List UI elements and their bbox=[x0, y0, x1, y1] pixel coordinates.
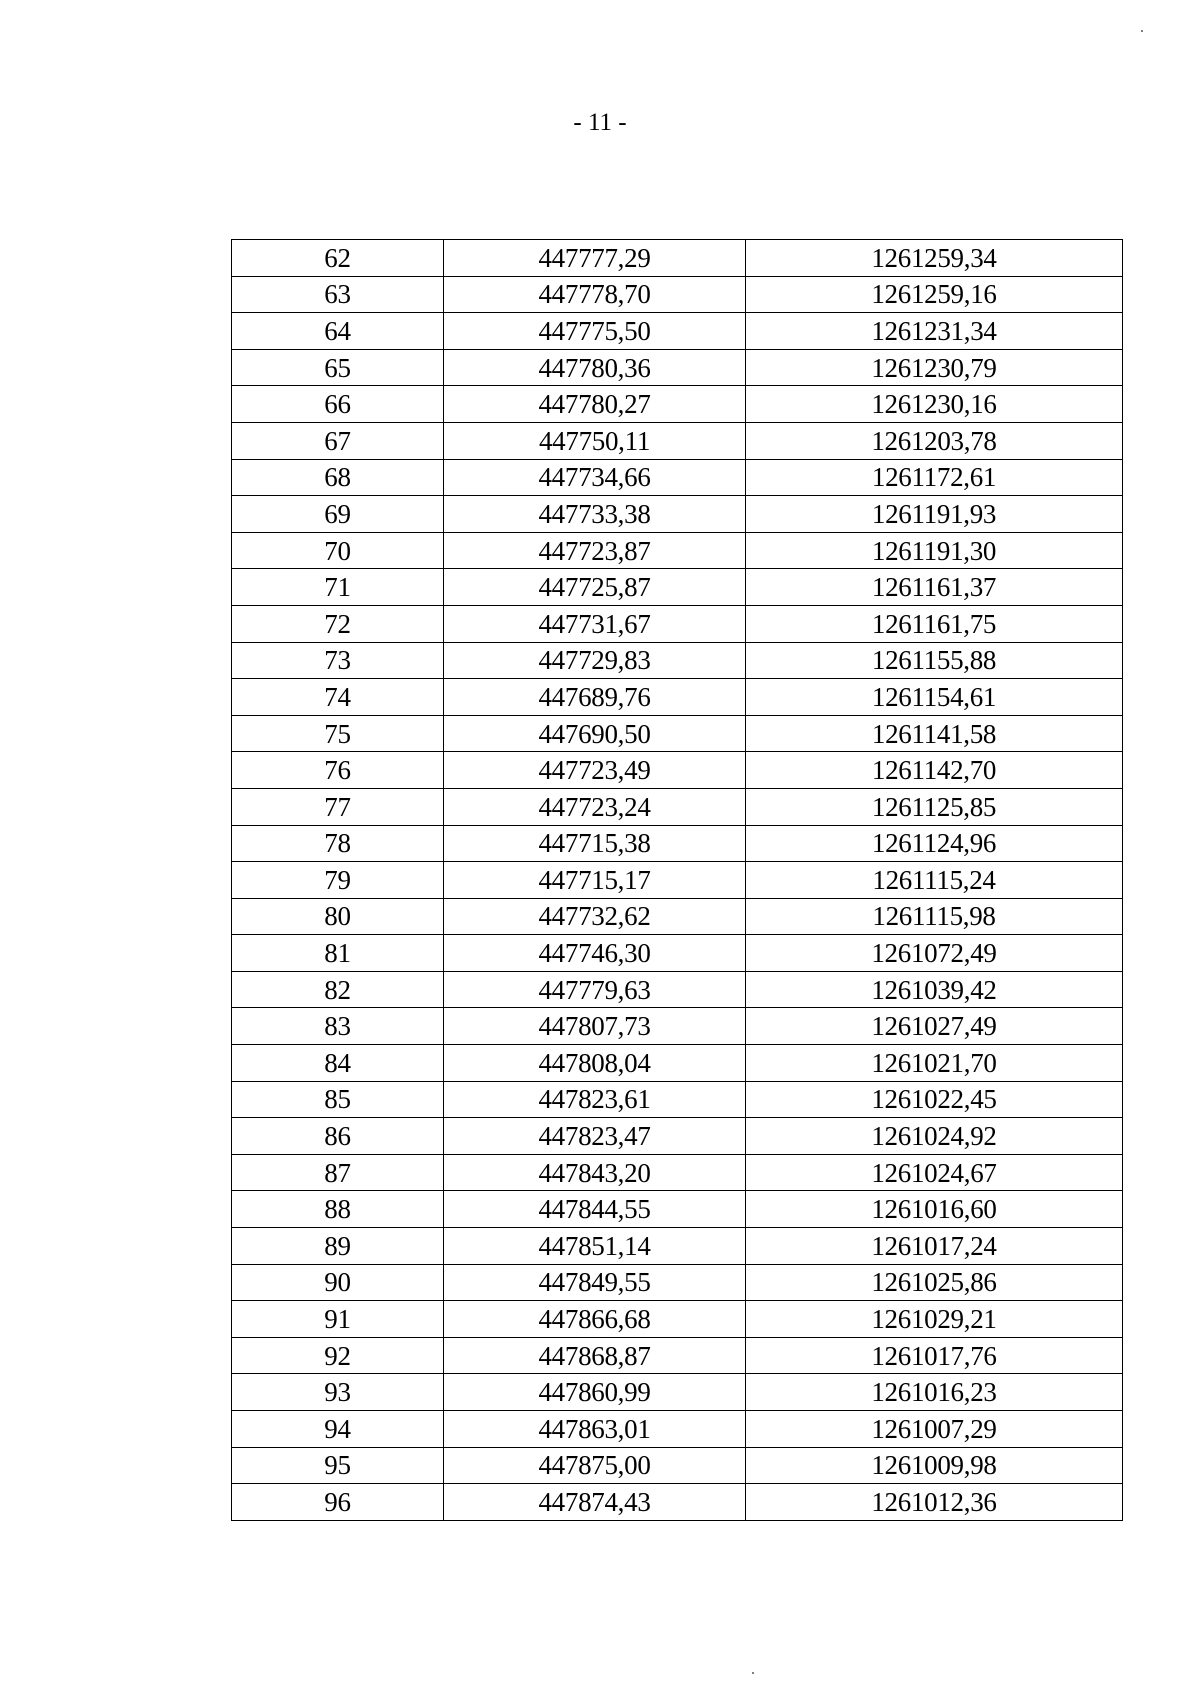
y-coordinate-cell: 1261115,24 bbox=[746, 862, 1123, 899]
point-number-cell: 70 bbox=[232, 532, 444, 569]
x-coordinate-cell: 447843,20 bbox=[444, 1154, 746, 1191]
y-coordinate-cell: 1261022,45 bbox=[746, 1081, 1123, 1118]
y-coordinate-cell: 1261259,16 bbox=[746, 276, 1123, 313]
table-row bbox=[232, 313, 1123, 350]
x-coordinate-cell: 447723,24 bbox=[444, 788, 746, 825]
table-row bbox=[232, 788, 1123, 825]
point-number-cell: 88 bbox=[232, 1191, 444, 1228]
y-coordinate-cell: 1261017,24 bbox=[746, 1228, 1123, 1265]
point-number-cell: 65 bbox=[232, 349, 444, 386]
table-row bbox=[232, 532, 1123, 569]
x-coordinate-cell: 447863,01 bbox=[444, 1411, 746, 1448]
y-coordinate-cell: 1261017,76 bbox=[746, 1337, 1123, 1374]
y-coordinate-cell: 1261259,34 bbox=[746, 240, 1123, 277]
point-number-cell: 89 bbox=[232, 1228, 444, 1265]
y-coordinate-cell: 1261203,78 bbox=[746, 422, 1123, 459]
point-number-cell: 96 bbox=[232, 1484, 444, 1521]
y-coordinate-cell: 1261231,34 bbox=[746, 313, 1123, 350]
table-row bbox=[232, 715, 1123, 752]
point-number-cell: 79 bbox=[232, 862, 444, 899]
point-number-cell: 67 bbox=[232, 422, 444, 459]
y-coordinate-cell: 1261161,37 bbox=[746, 569, 1123, 606]
y-coordinate-cell: 1261027,49 bbox=[746, 1008, 1123, 1045]
x-coordinate-cell: 447808,04 bbox=[444, 1045, 746, 1082]
point-number-cell: 83 bbox=[232, 1008, 444, 1045]
point-number-cell: 62 bbox=[232, 240, 444, 277]
point-number-cell: 93 bbox=[232, 1374, 444, 1411]
y-coordinate-cell: 1261039,42 bbox=[746, 971, 1123, 1008]
x-coordinate-cell: 447851,14 bbox=[444, 1228, 746, 1265]
point-number-cell: 75 bbox=[232, 715, 444, 752]
x-coordinate-cell: 447750,11 bbox=[444, 422, 746, 459]
table-row bbox=[232, 1264, 1123, 1301]
y-coordinate-cell: 1261230,79 bbox=[746, 349, 1123, 386]
y-coordinate-cell: 1261191,30 bbox=[746, 532, 1123, 569]
point-number-cell: 95 bbox=[232, 1447, 444, 1484]
point-number-cell: 94 bbox=[232, 1411, 444, 1448]
table-row bbox=[232, 1337, 1123, 1374]
table-row bbox=[232, 276, 1123, 313]
x-coordinate-cell: 447868,87 bbox=[444, 1337, 746, 1374]
point-number-cell: 78 bbox=[232, 825, 444, 862]
x-coordinate-cell: 447807,73 bbox=[444, 1008, 746, 1045]
x-coordinate-cell: 447775,50 bbox=[444, 313, 746, 350]
point-number-cell: 86 bbox=[232, 1118, 444, 1155]
point-number-cell: 69 bbox=[232, 496, 444, 533]
table-row bbox=[232, 1484, 1123, 1521]
y-coordinate-cell: 1261230,16 bbox=[746, 386, 1123, 423]
scan-speck bbox=[752, 1672, 754, 1674]
coordinates-table-body bbox=[232, 240, 1123, 1521]
table-row bbox=[232, 1301, 1123, 1338]
y-coordinate-cell: 1261115,98 bbox=[746, 898, 1123, 935]
page-number: - 11 - bbox=[573, 109, 627, 136]
table-row bbox=[232, 422, 1123, 459]
y-coordinate-cell: 1261161,75 bbox=[746, 605, 1123, 642]
x-coordinate-cell: 447732,62 bbox=[444, 898, 746, 935]
point-number-cell: 90 bbox=[232, 1264, 444, 1301]
x-coordinate-cell: 447874,43 bbox=[444, 1484, 746, 1521]
x-coordinate-cell: 447780,36 bbox=[444, 349, 746, 386]
y-coordinate-cell: 1261155,88 bbox=[746, 642, 1123, 679]
y-coordinate-cell: 1261172,61 bbox=[746, 459, 1123, 496]
x-coordinate-cell: 447725,87 bbox=[444, 569, 746, 606]
table-row bbox=[232, 898, 1123, 935]
x-coordinate-cell: 447729,83 bbox=[444, 642, 746, 679]
point-number-cell: 72 bbox=[232, 605, 444, 642]
table-row bbox=[232, 1118, 1123, 1155]
y-coordinate-cell: 1261072,49 bbox=[746, 935, 1123, 972]
y-coordinate-cell: 1261141,58 bbox=[746, 715, 1123, 752]
y-coordinate-cell: 1261124,96 bbox=[746, 825, 1123, 862]
table-row bbox=[232, 496, 1123, 533]
y-coordinate-cell: 1261009,98 bbox=[746, 1447, 1123, 1484]
y-coordinate-cell: 1261154,61 bbox=[746, 679, 1123, 716]
point-number-cell: 68 bbox=[232, 459, 444, 496]
x-coordinate-cell: 447778,70 bbox=[444, 276, 746, 313]
point-number-cell: 73 bbox=[232, 642, 444, 679]
point-number-cell: 84 bbox=[232, 1045, 444, 1082]
point-number-cell: 82 bbox=[232, 971, 444, 1008]
y-coordinate-cell: 1261016,23 bbox=[746, 1374, 1123, 1411]
x-coordinate-cell: 447849,55 bbox=[444, 1264, 746, 1301]
table-row bbox=[232, 1154, 1123, 1191]
point-number-cell: 63 bbox=[232, 276, 444, 313]
point-number-cell: 91 bbox=[232, 1301, 444, 1338]
table-row bbox=[232, 1447, 1123, 1484]
y-coordinate-cell: 1261125,85 bbox=[746, 788, 1123, 825]
table-row bbox=[232, 971, 1123, 1008]
y-coordinate-cell: 1261024,92 bbox=[746, 1118, 1123, 1155]
x-coordinate-cell: 447780,27 bbox=[444, 386, 746, 423]
x-coordinate-cell: 447844,55 bbox=[444, 1191, 746, 1228]
x-coordinate-cell: 447689,76 bbox=[444, 679, 746, 716]
x-coordinate-cell: 447875,00 bbox=[444, 1447, 746, 1484]
table-row bbox=[232, 862, 1123, 899]
table-row bbox=[232, 1081, 1123, 1118]
point-number-cell: 92 bbox=[232, 1337, 444, 1374]
table-row bbox=[232, 679, 1123, 716]
x-coordinate-cell: 447723,49 bbox=[444, 752, 746, 789]
table-row bbox=[232, 752, 1123, 789]
table-row bbox=[232, 1008, 1123, 1045]
table-row bbox=[232, 1228, 1123, 1265]
x-coordinate-cell: 447777,29 bbox=[444, 240, 746, 277]
x-coordinate-cell: 447715,17 bbox=[444, 862, 746, 899]
y-coordinate-cell: 1261021,70 bbox=[746, 1045, 1123, 1082]
table-row bbox=[232, 1374, 1123, 1411]
x-coordinate-cell: 447866,68 bbox=[444, 1301, 746, 1338]
x-coordinate-cell: 447715,38 bbox=[444, 825, 746, 862]
point-number-cell: 80 bbox=[232, 898, 444, 935]
x-coordinate-cell: 447733,38 bbox=[444, 496, 746, 533]
point-number-cell: 76 bbox=[232, 752, 444, 789]
table-row bbox=[232, 642, 1123, 679]
y-coordinate-cell: 1261012,36 bbox=[746, 1484, 1123, 1521]
table-row bbox=[232, 1191, 1123, 1228]
table-row bbox=[232, 935, 1123, 972]
x-coordinate-cell: 447734,66 bbox=[444, 459, 746, 496]
x-coordinate-cell: 447723,87 bbox=[444, 532, 746, 569]
x-coordinate-cell: 447823,61 bbox=[444, 1081, 746, 1118]
x-coordinate-cell: 447823,47 bbox=[444, 1118, 746, 1155]
point-number-cell: 66 bbox=[232, 386, 444, 423]
table-row bbox=[232, 1411, 1123, 1448]
scan-speck bbox=[1141, 30, 1143, 32]
table-row bbox=[232, 349, 1123, 386]
table-row bbox=[232, 240, 1123, 277]
x-coordinate-cell: 447731,67 bbox=[444, 605, 746, 642]
y-coordinate-cell: 1261142,70 bbox=[746, 752, 1123, 789]
coordinates-table bbox=[231, 239, 1123, 1521]
y-coordinate-cell: 1261191,93 bbox=[746, 496, 1123, 533]
point-number-cell: 85 bbox=[232, 1081, 444, 1118]
point-number-cell: 71 bbox=[232, 569, 444, 606]
table-row bbox=[232, 386, 1123, 423]
table-row bbox=[232, 1045, 1123, 1082]
y-coordinate-cell: 1261029,21 bbox=[746, 1301, 1123, 1338]
point-number-cell: 64 bbox=[232, 313, 444, 350]
point-number-cell: 81 bbox=[232, 935, 444, 972]
point-number-cell: 87 bbox=[232, 1154, 444, 1191]
x-coordinate-cell: 447779,63 bbox=[444, 971, 746, 1008]
y-coordinate-cell: 1261016,60 bbox=[746, 1191, 1123, 1228]
y-coordinate-cell: 1261025,86 bbox=[746, 1264, 1123, 1301]
table-row bbox=[232, 605, 1123, 642]
x-coordinate-cell: 447690,50 bbox=[444, 715, 746, 752]
table-row bbox=[232, 825, 1123, 862]
y-coordinate-cell: 1261007,29 bbox=[746, 1411, 1123, 1448]
point-number-cell: 74 bbox=[232, 679, 444, 716]
y-coordinate-cell: 1261024,67 bbox=[746, 1154, 1123, 1191]
x-coordinate-cell: 447746,30 bbox=[444, 935, 746, 972]
table-row bbox=[232, 459, 1123, 496]
table-row bbox=[232, 569, 1123, 606]
point-number-cell: 77 bbox=[232, 788, 444, 825]
x-coordinate-cell: 447860,99 bbox=[444, 1374, 746, 1411]
